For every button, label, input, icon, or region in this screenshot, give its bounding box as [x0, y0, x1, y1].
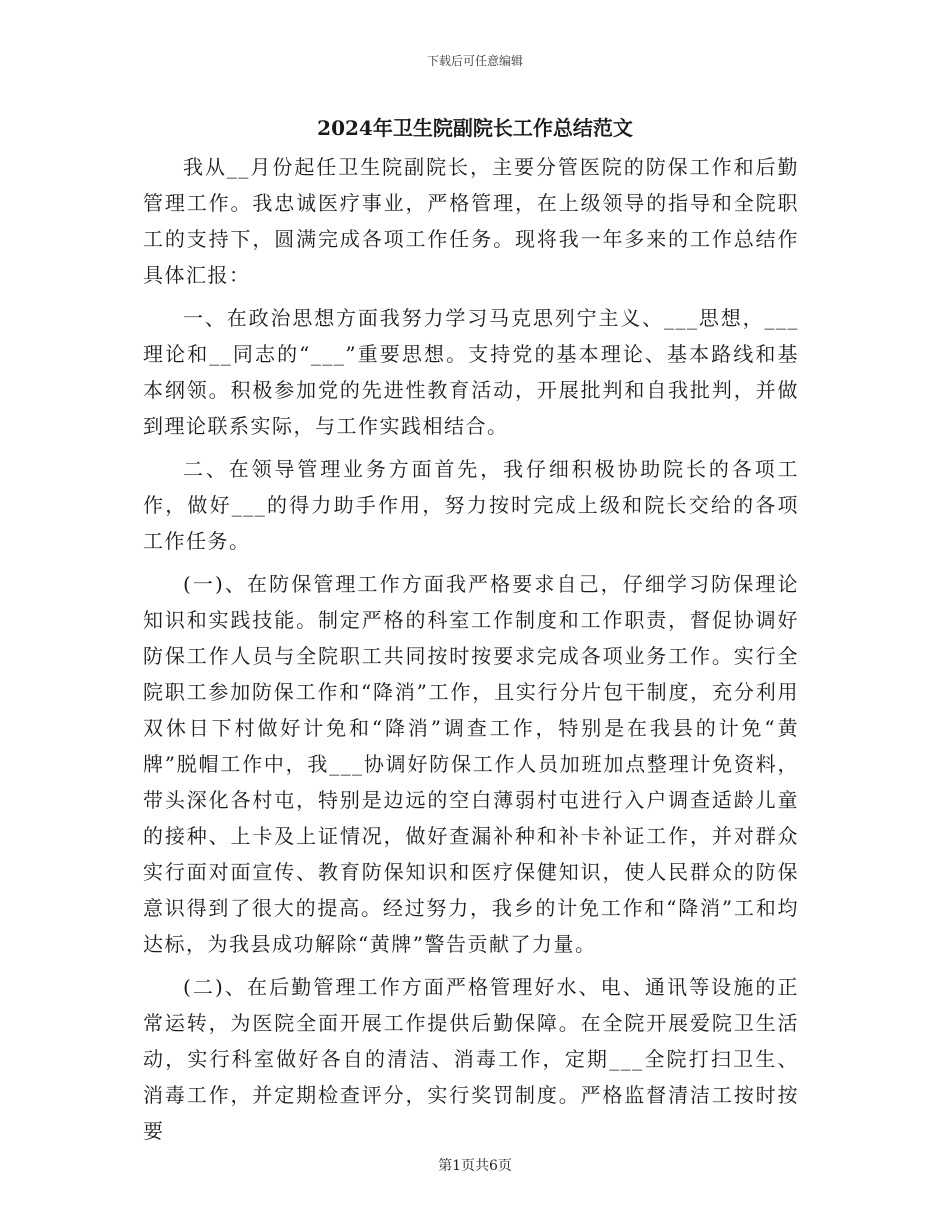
document-title: 2024年卫生院副院长工作总结范文 — [317, 116, 633, 140]
page-number: 第1页共6页 — [438, 1158, 512, 1174]
paragraph-management: 二、在领导管理业务方面首先，我仔细积极协助院长的各项工作，做好___的得力助手作用，努力按时完成上级和院长交给的各项工作任务。 — [143, 457, 799, 553]
paragraph-logistics: (二)、在后勤管理工作方面严格管理好水、电、通讯等设施的正常运转，为医院全面开展工作提供后勤保障。在全院开展爱院卫生活动，实行科室做好各自的清洁、消毒工作，定期___全院打扫卫生、消毒工作，并定期检查评分，实行奖罚制度。严格监督清洁工按时按要 — [143, 975, 799, 1143]
header-note: 下载后可任意编辑 — [426, 54, 523, 68]
paragraph-epidemic-prevention: (一)、在防保管理工作方面我严格要求自己，仔细学习防保理论知识和实践技能。制定严格的科室工作制度和工作职责，督促协调好防保工作人员与全院职工共同按时按要求完成各项业务工作。实行全院职工参加防保工作和“降消”工作，且实行分片包干制度，充分利用双休日下村做好计免和“降消”调查工作，特别是在我县的计免“黄牌”脱帽工作中，我___协调好防保工作人员加班加点整理计免资料，带头深化各村屯，特别是边远的空白薄弱村屯进行入户调查适龄儿童的接种、上卡及上证情况，做好查漏补种和补卡补证工作，并对群众实行面对面宣传、教育防保知识和医疗保健知识，使人民群众的防保意识得到了很大的提高。经过努力，我乡的计免工作和“降消”工和均达标，为我县成功解除“黄牌”警告贡献了力量。 — [143, 572, 799, 956]
paragraph-politics: 一、在政治思想方面我努力学习马克思列宁主义、___思想，___理论和__同志的“___”重要思想。支持党的基本理论、基本路线和基本纲领。积极参加党的先进性教育活动，开展批判和自我批判，并做到理论联系实际，与工作实践相结合。 — [143, 306, 799, 438]
document-body — [143, 149, 799, 1156]
paragraph-intro: 我从__月份起任卫生院副院长，主要分管医院的防保工作和后勤管理工作。我忠诚医疗事业，严格管理，在上级领导的指导和全院职工的支持下，圆满完成各项工作任务。现将我一年多来的工作总结作具体汇报： — [143, 155, 799, 287]
